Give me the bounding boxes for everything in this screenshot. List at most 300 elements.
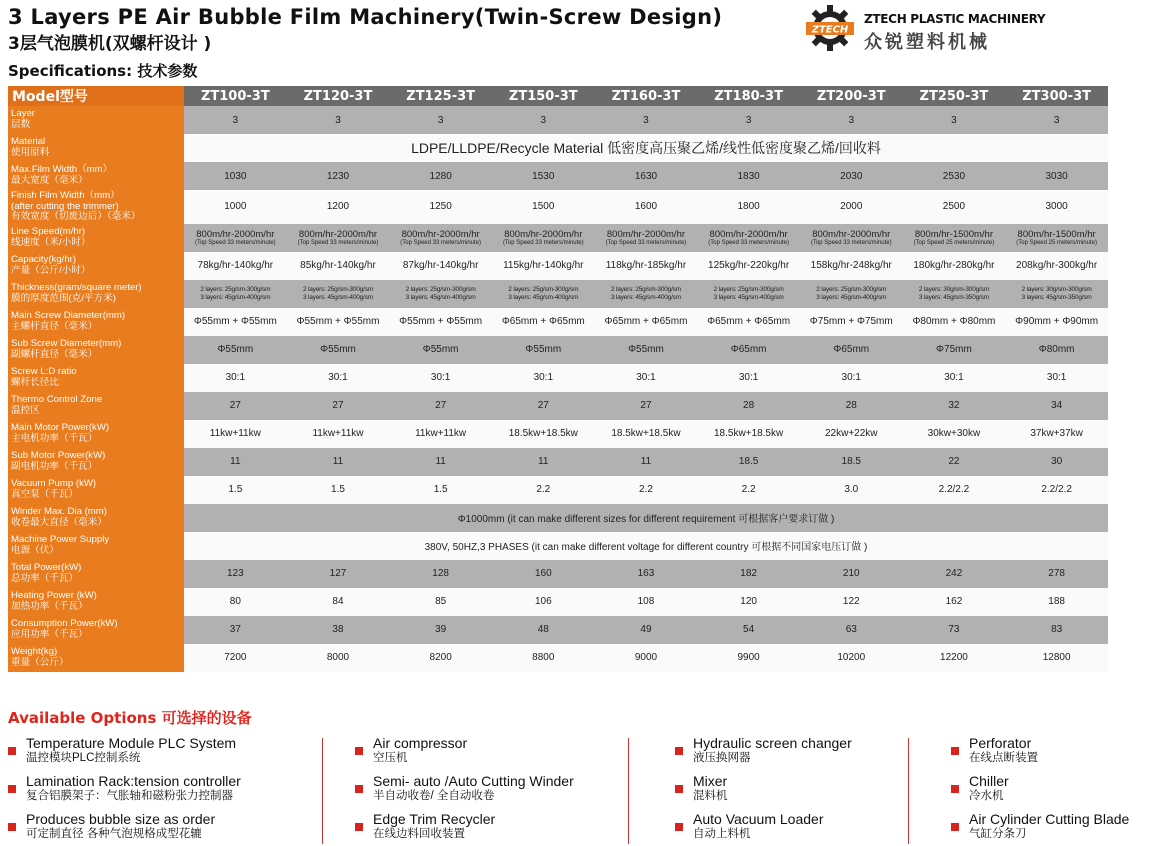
row-label-cn: 层数: [11, 119, 31, 130]
row-label-cn: 膜的厚度范围(克/平方米): [11, 292, 116, 304]
table-cell: 163: [595, 560, 698, 588]
table-row: [8, 364, 1108, 392]
table-cell: 49: [595, 616, 698, 644]
table-cell: Φ65mm + Φ65mm: [492, 308, 595, 336]
table-cell: [389, 280, 492, 308]
table-cell: 87kg/hr-140kg/hr: [389, 252, 492, 280]
row-label: [8, 252, 184, 280]
row-label-cn: 有效宽度（切废边后）（毫米）: [11, 211, 141, 223]
table-cell: 39: [389, 616, 492, 644]
cell-line-1: 2 layers: 25g/sm-300g/sm: [610, 285, 681, 293]
table-cell: 73: [903, 616, 1006, 644]
table-cell: [800, 280, 903, 308]
cell-value: 800m/hr-2000m/hr: [504, 228, 583, 240]
row-label-en: Material: [11, 136, 46, 148]
table-row: [8, 588, 1108, 616]
row-label-cn: 重量（公斤）: [11, 656, 69, 668]
row-label: [8, 280, 184, 308]
table-cell: [595, 280, 698, 308]
model-header: ZT100-3T: [184, 86, 287, 106]
row-label-cn: 副螺杆直径（毫米）: [11, 348, 98, 360]
cell-value: 800m/hr-2000m/hr: [401, 228, 480, 240]
table-cell: 84: [287, 588, 390, 616]
table-cell: 2.2: [697, 476, 800, 504]
table-cell: 3: [184, 106, 287, 134]
table-cell: Φ65mm: [800, 336, 903, 364]
bullet-square-icon: [355, 747, 363, 755]
table-row: [8, 162, 1108, 190]
table-cell: 30:1: [595, 364, 698, 392]
bullet-square-icon: [675, 785, 683, 793]
table-cell: 1830: [697, 162, 800, 190]
table-cell: 30:1: [697, 364, 800, 392]
table-cell: 18.5kw+18.5kw: [697, 420, 800, 448]
row-label-cn: 真空泵（千瓦）: [11, 488, 79, 500]
option-label-en: Edge Trim Recycler: [373, 811, 496, 827]
row-label-cn: 螺杆长径比: [11, 376, 59, 388]
table-cell: 48: [492, 616, 595, 644]
table-cell: 2500: [903, 190, 1006, 224]
table-cell: Φ65mm: [697, 336, 800, 364]
cell-note: (Top Speed 33 meters/minute): [810, 239, 892, 246]
table-cell: 18.5kw+18.5kw: [595, 420, 698, 448]
cell-value: 800m/hr-1500m/hr: [1017, 228, 1096, 240]
table-cell: [595, 224, 698, 252]
table-cell: 80: [184, 588, 287, 616]
table-cell: 11: [287, 448, 390, 476]
bullet-square-icon: [355, 785, 363, 793]
table-cell: 11: [389, 448, 492, 476]
table-cell: 11kw+11kw: [287, 420, 390, 448]
bullet-square-icon: [951, 747, 959, 755]
cell-line-2: 3 layers: 45g/sm-400g/sm: [610, 293, 681, 301]
model-header: ZT180-3T: [697, 86, 800, 106]
table-cell: 54: [697, 616, 800, 644]
table-cell: Φ55mm: [184, 336, 287, 364]
table-cell: [697, 224, 800, 252]
cell-line-2: 3 layers: 45g/sm-350g/sm: [918, 293, 989, 301]
row-label-cn: 电源（伏）: [11, 544, 59, 556]
cell-line-1: 2 layers: 25g/sm-300g/sm: [713, 285, 784, 293]
table-cell: 2.2: [492, 476, 595, 504]
option-label-cn: 冷水机: [969, 790, 1004, 802]
table-cell: Φ75mm: [903, 336, 1006, 364]
table-cell: 38: [287, 616, 390, 644]
specifications-table: [8, 86, 1108, 672]
cell-value: 800m/hr-2000m/hr: [196, 228, 275, 240]
table-cell: 12800: [1005, 644, 1108, 672]
table-cell: 30:1: [287, 364, 390, 392]
table-cell: Φ65mm + Φ65mm: [595, 308, 698, 336]
table-cell: Φ55mm: [595, 336, 698, 364]
table-cell: 208kg/hr-300kg/hr: [1005, 252, 1108, 280]
row-label-cn: 收卷最大直径（毫米）: [11, 516, 107, 528]
cell-value: 800m/hr-2000m/hr: [709, 228, 788, 240]
row-label-cn: 最大宽度（毫米）: [11, 175, 88, 186]
table-cell: [184, 280, 287, 308]
table-cell: 1230: [287, 162, 390, 190]
table-cell: 27: [287, 392, 390, 420]
options-divider: [628, 738, 629, 844]
table-cell: 22: [903, 448, 1006, 476]
row-label-cn: 副电机功率（千瓦）: [11, 460, 98, 472]
table-cell: 12200: [903, 644, 1006, 672]
option-item: [8, 736, 236, 765]
table-cell: 1600: [595, 190, 698, 224]
model-header: ZT200-3T: [800, 86, 903, 106]
table-cell: 210: [800, 560, 903, 588]
table-cell: [492, 224, 595, 252]
option-label-cn: 可定制直径 各种气泡规格成型花辘: [26, 828, 202, 840]
table-cell: 30:1: [800, 364, 903, 392]
table-cell: [184, 224, 287, 252]
table-cell: 30:1: [184, 364, 287, 392]
row-label: [8, 364, 184, 392]
option-item: [355, 736, 467, 765]
table-cell: 85: [389, 588, 492, 616]
row-label: [8, 134, 184, 162]
row-label-en: Thermo Control Zone: [11, 394, 103, 406]
row-label: [8, 336, 184, 364]
table-cell: 34: [1005, 392, 1108, 420]
table-cell: Φ55mm: [492, 336, 595, 364]
table-cell: 85kg/hr-140kg/hr: [287, 252, 390, 280]
table-row: [8, 644, 1108, 672]
table-row: [8, 476, 1108, 504]
cell-line-2: 3 layers: 45g/sm-400g/sm: [713, 293, 784, 301]
table-cell: 8200: [389, 644, 492, 672]
table-cell: 28: [800, 392, 903, 420]
bullet-square-icon: [951, 823, 959, 831]
table-cell: 1.5: [287, 476, 390, 504]
page-header: [8, 4, 768, 81]
cell-value: 800m/hr-2000m/hr: [606, 228, 686, 240]
bullet-square-icon: [355, 823, 363, 831]
cell-note: (Top Speed 33 meters/minute): [708, 239, 789, 246]
option-item: [951, 774, 1009, 803]
cell-value: 800m/hr-1500m/hr: [914, 228, 993, 240]
logo-text-en: ZTECH PLASTIC MACHINERY: [864, 12, 1046, 26]
cell-value: 800m/hr-2000m/hr: [298, 228, 378, 240]
cell-note: (Top Speed 33 meters/minute): [400, 239, 481, 246]
option-label-cn: 自动上料机: [693, 828, 751, 840]
table-cell: 9000: [595, 644, 698, 672]
table-cell: 242: [903, 560, 1006, 588]
table-cell: 3: [697, 106, 800, 134]
cell-line-2: 3 layers: 45g/sm-400g/sm: [508, 293, 579, 301]
row-label-en: Total Power(kW): [11, 562, 82, 574]
table-cell: 1.5: [184, 476, 287, 504]
row-label-en-2: (after cutting the trimmer): [11, 200, 119, 212]
page-title-cn: 3层气泡膜机(双螺杆设计 ): [8, 34, 212, 54]
table-row: [8, 280, 1108, 308]
table-cell: 8800: [492, 644, 595, 672]
table-cell: 128: [389, 560, 492, 588]
cell-note: (Top Speed 33 meters/minute): [297, 239, 379, 246]
table-cell: 22kw+22kw: [800, 420, 903, 448]
row-label-en: Line Speed(m/hr): [11, 226, 86, 238]
table-cell: 3: [1005, 106, 1108, 134]
table-cell: 1500: [492, 190, 595, 224]
table-cell: 11kw+11kw: [389, 420, 492, 448]
bullet-square-icon: [675, 747, 683, 755]
row-label-en: Thickness(gram/square meter): [11, 282, 142, 294]
table-cell: 27: [389, 392, 492, 420]
row-label-en: Weight(kg): [11, 646, 58, 658]
model-header: ZT250-3T: [903, 86, 1006, 106]
bullet-square-icon: [675, 823, 683, 831]
row-label-cn: 线速度（米/小时）: [11, 236, 91, 248]
row-label-en: Capacity(kg/hr): [11, 254, 77, 266]
cell-line-2: 3 layers: 45g/sm-400g/sm: [816, 293, 887, 301]
row-label: [8, 504, 184, 532]
table-cell: [697, 280, 800, 308]
logo-text-cn: 众锐塑料机械: [864, 32, 990, 53]
option-item: [355, 774, 574, 803]
table-cell: 1.5: [389, 476, 492, 504]
table-cell: 1200: [287, 190, 390, 224]
row-label-cn: 主电机功率（千瓦）: [11, 432, 98, 444]
table-cell: 3: [492, 106, 595, 134]
table-cell: 3: [800, 106, 903, 134]
table-cell: 106: [492, 588, 595, 616]
table-cell: 28: [697, 392, 800, 420]
cell-line-1: 2 layers: 30g/sm-300g/sm: [918, 285, 989, 293]
options-divider: [322, 738, 323, 844]
available-options-title: Available Options 可选择的设备: [8, 709, 252, 727]
cell-line-1: 2 layers: 30g/sm-300g/sm: [1021, 285, 1092, 293]
table-cell: Φ75mm + Φ75mm: [800, 308, 903, 336]
row-label-en: Sub Motor Power(kW): [11, 450, 106, 462]
row-label-en: Finish Film Width（mm）: [11, 190, 120, 201]
table-cell: Φ65mm + Φ65mm: [697, 308, 800, 336]
table-cell: 1250: [389, 190, 492, 224]
option-label-cn: 半自动收卷/ 全自动收卷: [373, 790, 495, 802]
model-header: ZT150-3T: [492, 86, 595, 106]
cell-line-2: 3 layers: 45g/sm-400g/sm: [405, 293, 476, 301]
table-cell: 118kg/hr-185kg/hr: [595, 252, 698, 280]
row-label-en: Heating Power (kW): [11, 590, 97, 602]
option-label-en: Lamination Rack:tension controller: [26, 773, 241, 789]
table-cell: 3030: [1005, 162, 1108, 190]
table-cell: 18.5: [800, 448, 903, 476]
row-label-cn: 使用原料: [11, 147, 50, 158]
option-label-cn: 在线点断装置: [969, 752, 1038, 764]
table-cell: Φ55mm + Φ55mm: [389, 308, 492, 336]
row-label-en: Machine Power Supply: [11, 534, 110, 546]
row-label: [8, 392, 184, 420]
model-header: ZT160-3T: [595, 86, 698, 106]
model-header: ZT300-3T: [1005, 86, 1108, 106]
table-cell: 7200: [184, 644, 287, 672]
table-row: [8, 190, 1108, 224]
table-cell: 2030: [800, 162, 903, 190]
table-row: [8, 336, 1108, 364]
option-label-en: Perforator: [969, 735, 1032, 751]
table-cell: Φ90mm + Φ90mm: [1005, 308, 1108, 336]
row-label-en: Main Motor Power(kW): [11, 422, 110, 434]
option-item: [951, 812, 1129, 841]
cell-note: (Top Speed 33 meters/minute): [502, 239, 584, 246]
row-label: [8, 308, 184, 336]
table-cell: 122: [800, 588, 903, 616]
table-cell: [287, 280, 390, 308]
table-cell: 3.0: [800, 476, 903, 504]
table-cell: 180kg/hr-280kg/hr: [903, 252, 1006, 280]
cell-line-1: 2 layers: 25g/sm-300g/sm: [302, 285, 373, 293]
bullet-square-icon: [951, 785, 959, 793]
row-label-en: Sub Screw Diameter(mm): [11, 338, 122, 350]
table-cell: 11: [595, 448, 698, 476]
table-cell: Φ55mm: [287, 336, 390, 364]
option-label-en: Air compressor: [373, 735, 468, 751]
table-cell: 30:1: [492, 364, 595, 392]
bullet-square-icon: [8, 823, 16, 831]
bullet-square-icon: [8, 747, 16, 755]
table-cell: 158kg/hr-248kg/hr: [800, 252, 903, 280]
row-label-cn: 主螺杆直径（毫米）: [11, 320, 98, 332]
model-header: ZT125-3T: [389, 86, 492, 106]
table-cell: [1005, 280, 1108, 308]
table-cell: [903, 280, 1006, 308]
option-label-en: Chiller: [969, 773, 1009, 789]
cell-line-2: 3 layers: 45g/sm-400g/sm: [200, 293, 271, 301]
table-cell: 108: [595, 588, 698, 616]
table-cell: 115kg/hr-140kg/hr: [492, 252, 595, 280]
table-row: [8, 392, 1108, 420]
table-cell: 278: [1005, 560, 1108, 588]
option-label-cn: 复合铝膜架子：气胀轴和磁粉张力控制器: [26, 790, 233, 802]
company-logo: [806, 4, 1046, 52]
row-label: [8, 190, 184, 224]
row-label-en: Screw L:D ratio: [11, 366, 77, 378]
table-cell: [903, 224, 1006, 252]
table-row: [8, 252, 1108, 280]
cell-line-1: 2 layers: 25g/sm-300g/sm: [200, 285, 271, 293]
option-label-en: Hydraulic screen changer: [693, 735, 852, 751]
table-cell: 160: [492, 560, 595, 588]
table-cell: Φ80mm + Φ80mm: [903, 308, 1006, 336]
table-cell-span: 380V, 50HZ,3 PHASES (it can make different voltage for different country 可根据不同国家电压订做 ): [184, 532, 1108, 560]
option-label-en: Temperature Module PLC System: [26, 735, 237, 751]
bullet-square-icon: [8, 785, 16, 793]
table-cell: 1800: [697, 190, 800, 224]
option-label-en: Semi- auto /Auto Cutting Winder: [373, 773, 574, 789]
table-cell: [1005, 224, 1108, 252]
table-cell: 8000: [287, 644, 390, 672]
table-cell: 3: [595, 106, 698, 134]
table-cell: 2.2/2.2: [903, 476, 1006, 504]
table-cell: Φ80mm: [1005, 336, 1108, 364]
table-cell: Φ55mm + Φ55mm: [184, 308, 287, 336]
row-label-en: Winder Max. Dia (mm): [11, 506, 107, 518]
table-cell: 127: [287, 560, 390, 588]
option-item: [8, 774, 241, 803]
table-cell: 30:1: [1005, 364, 1108, 392]
specifications-heading: Specifications: 技术参数: [8, 62, 198, 80]
table-cell: 1030: [184, 162, 287, 190]
row-label: [8, 616, 184, 644]
option-label-cn: 温控模块PLC控制系统: [26, 752, 141, 764]
option-label-cn: 在线边料回收装置: [373, 828, 465, 840]
table-cell: [287, 224, 390, 252]
table-cell: 27: [184, 392, 287, 420]
cell-note: (Top Speed 25 meters/minute): [1016, 239, 1097, 246]
table-cell: 2530: [903, 162, 1006, 190]
table-cell: 18.5kw+18.5kw: [492, 420, 595, 448]
row-label-en: Vacuum Pump (kW): [11, 478, 97, 490]
option-item: [8, 812, 215, 841]
table-cell: 30:1: [389, 364, 492, 392]
table-cell: 27: [595, 392, 698, 420]
row-label: [8, 476, 184, 504]
table-cell: [389, 224, 492, 252]
table-cell: 120: [697, 588, 800, 616]
table-cell: 3: [287, 106, 390, 134]
cell-line-2: 3 layers: 45g/sm-400g/sm: [302, 293, 373, 301]
row-label: [8, 560, 184, 588]
cell-note: (Top Speed 25 meters/minute): [913, 239, 995, 246]
table-cell: 1530: [492, 162, 595, 190]
cell-line-1: 2 layers: 25g/sm-300g/sm: [405, 285, 476, 293]
table-row: [8, 448, 1108, 476]
options-divider: [908, 738, 909, 844]
cell-line-2: 3 layers: 45g/sm-350g/sm: [1021, 293, 1092, 301]
table-cell: 30: [1005, 448, 1108, 476]
row-label: [8, 644, 184, 672]
cell-line-1: 2 layers: 25g/sm-300g/sm: [508, 285, 579, 293]
table-cell: 2000: [800, 190, 903, 224]
option-label-en: Air Cylinder Cutting Blade: [969, 811, 1130, 827]
cell-note: (Top Speed 33 meters/minute): [194, 239, 276, 246]
row-label: [8, 106, 184, 134]
table-cell: 63: [800, 616, 903, 644]
table-cell: 9900: [697, 644, 800, 672]
page-title: 3 Layers PE Air Bubble Film Machinery(Twin-Screw Design): [8, 5, 723, 29]
table-cell: 1000: [184, 190, 287, 224]
option-label-en: Auto Vacuum Loader: [693, 811, 824, 827]
table-cell: 188: [1005, 588, 1108, 616]
row-label-cn: 加热功率（千瓦）: [11, 600, 88, 612]
cell-line-1: 2 layers: 25g/sm-300g/sm: [816, 285, 887, 293]
option-label-en: Produces bubble size as order: [26, 811, 216, 827]
table-cell: 2.2/2.2: [1005, 476, 1108, 504]
logo-badge-text: ZTECH: [811, 24, 849, 36]
row-label-en: Layer: [11, 108, 35, 120]
table-cell: Φ55mm: [389, 336, 492, 364]
table-cell: 125kg/hr-220kg/hr: [697, 252, 800, 280]
table-header-row: [8, 86, 1108, 106]
table-cell: 162: [903, 588, 1006, 616]
table-cell: 3: [389, 106, 492, 134]
table-cell: 18.5: [697, 448, 800, 476]
table-cell-span: LDPE/LLDPE/Recycle Material 低密度高压聚乙烯/线性低密度聚乙烯/回收料: [184, 134, 1108, 162]
table-row: [8, 308, 1108, 336]
table-row: [8, 532, 1108, 560]
table-cell: 1280: [389, 162, 492, 190]
row-label: [8, 162, 184, 190]
model-label: Model型号: [8, 86, 184, 106]
option-item: [355, 812, 495, 841]
table-cell: [800, 224, 903, 252]
row-label-cn: 产量（公斤/小时）: [11, 264, 91, 276]
table-row: [8, 134, 1108, 162]
table-cell: 37kw+37kw: [1005, 420, 1108, 448]
table-row: [8, 616, 1108, 644]
row-label-cn: 总功率（千瓦）: [11, 572, 79, 584]
table-cell: 10200: [800, 644, 903, 672]
row-label-cn: 温控区: [11, 404, 40, 416]
